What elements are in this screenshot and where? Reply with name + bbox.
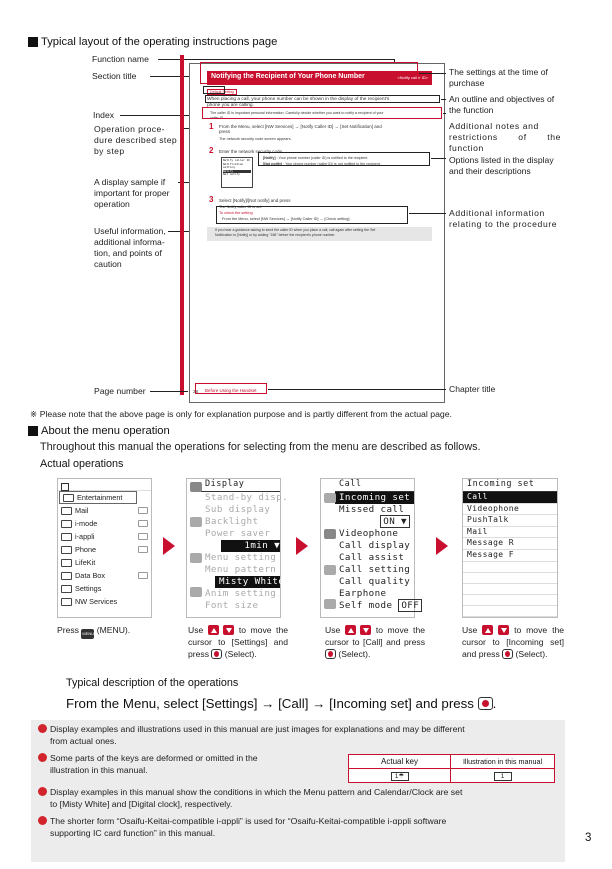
illustration-key-icon: 1 xyxy=(494,772,512,781)
table-header-illustration: Illustration in this manual xyxy=(451,755,555,769)
table-header-actual: Actual key xyxy=(349,755,451,769)
sample-default-tag: Default Setting xyxy=(207,89,237,95)
up-key-icon xyxy=(345,625,356,635)
typical-description-label: Typical description of the operations xyxy=(66,677,239,689)
screen4-item-call[interactable]: Call xyxy=(463,492,557,504)
callout-page-number: Page number xyxy=(94,386,146,396)
sample-check-head: To check the setting xyxy=(219,211,253,215)
screen2-item[interactable]: Power saver xyxy=(205,528,271,539)
sample-page-number: 28 xyxy=(193,389,199,394)
screen2-value-misty-white[interactable]: Misty White xyxy=(215,576,280,588)
menu-item-phone[interactable]: Phone xyxy=(58,543,151,556)
display-category-icon xyxy=(190,482,202,492)
screen4-item[interactable]: Videophone xyxy=(463,504,557,516)
screen4-item[interactable]: Message R xyxy=(463,538,557,550)
sample-option-not-notify: [Not notify] : Your phone number (caller ID) is not notified to the recipient. xyxy=(263,162,381,166)
callout-chapter-title: Chapter title xyxy=(449,384,496,394)
step-arrow-1 xyxy=(163,537,175,555)
screen3-item[interactable]: Call setting xyxy=(339,564,411,575)
leader-page-number xyxy=(150,391,188,392)
screen2-title: Display xyxy=(201,479,280,492)
screen4-item[interactable]: Mail xyxy=(463,527,557,539)
leader-additional-notes xyxy=(443,113,446,114)
sample-step1-sub: The network security code screen appears. xyxy=(219,137,292,141)
screen1-status-bar xyxy=(58,479,151,491)
table-cell-illustration xyxy=(451,769,555,783)
select-key-icon xyxy=(325,649,336,659)
callout-useful-info: Useful information, additional informa- tion, and points of caution xyxy=(94,226,166,269)
settings-icon xyxy=(61,585,72,593)
screen2-item[interactable]: Menu pattern xyxy=(205,564,277,575)
callout-section-title: Section title xyxy=(92,71,137,81)
sample-step3: Select [Notify]/[Not notify] and press xyxy=(219,198,291,203)
note-bullet-4: The shorter form “Osaifu-Keitai-compatible i-αppli” is used for “Osaifu-Keitai-compatible i-αppli software supporting IC card function” in this manual. xyxy=(38,815,558,839)
callout-function-name: Function name xyxy=(92,54,149,64)
sample-function-name: <Notify caller ID> xyxy=(397,75,428,80)
highlight-title-box xyxy=(200,62,418,84)
screen3-item[interactable]: Call display xyxy=(339,540,411,551)
callout-index: Index xyxy=(93,110,115,120)
phone-icon xyxy=(61,546,72,554)
menu-item-databox[interactable]: Data Box xyxy=(58,569,151,582)
highlight-caution-box xyxy=(202,107,442,119)
layout-section-heading xyxy=(28,36,277,48)
layout-heading-text: Typical layout of the operating instructions page xyxy=(41,36,278,48)
callout-operation-procedure: Operation proce- dure described step by step xyxy=(94,124,178,156)
actual-key-icon: 1☂ xyxy=(391,772,409,781)
sample-step2: Enter the network security code. xyxy=(219,149,284,154)
entertainment-icon xyxy=(63,494,74,502)
select-key-icon xyxy=(502,649,513,659)
screen3-item[interactable]: Videophone xyxy=(339,528,399,539)
highlight-outline-box xyxy=(205,95,440,103)
leader-chapter-title xyxy=(268,389,446,390)
operation-line: From the Menu, select [Settings] → [Call] → [Incoming set] and press . xyxy=(66,696,497,711)
sample-intro: When placing a call, your phone number can be shown in the display of the recipient's phone you are calling. xyxy=(207,97,390,108)
screen3-title: Call xyxy=(335,479,414,492)
leader-settings-purchase xyxy=(419,73,446,74)
screen2-item[interactable]: Sub display xyxy=(205,504,271,515)
highlight-chapter-box xyxy=(195,383,267,394)
menu-screen-main xyxy=(57,478,152,618)
callout-additional-notes: Additional notes and restrictions of the function xyxy=(449,121,561,153)
menu-item-lifekit[interactable]: LifeKit xyxy=(58,556,151,569)
key-illustration-table xyxy=(348,754,555,783)
sample-step1-num: 1 xyxy=(209,122,214,131)
callout-settings-purchase: The settings at the time of purchase xyxy=(449,67,548,88)
sample-caution: The caller ID is important personal information. Carefully decide whether you want to notify a recipient of your caller ID. xyxy=(210,111,384,120)
screen2-item[interactable]: Backlight xyxy=(205,516,259,527)
heading-square-icon xyxy=(28,426,38,436)
note-bullet-2: Some parts of the keys are deformed or omitted in the illustration in this manual. xyxy=(38,752,338,776)
menu-item-settings[interactable]: Settings xyxy=(58,582,151,595)
note-bullet-1: Display examples and illustrations used in this manual are just images for explanations and may be different from actual ones. xyxy=(38,723,558,747)
sample-display-screen: Notify caller ID Notification setting Notify Not notify xyxy=(221,157,253,188)
bullet-dot-icon xyxy=(38,753,47,762)
screen3-item-incoming-set[interactable]: Incoming set xyxy=(335,492,414,504)
sample-step3-num: 3 xyxy=(209,195,214,204)
callout-options-listed: Options listed in the display and their descriptions xyxy=(449,155,554,176)
lifekit-icon xyxy=(61,559,72,567)
note-bullet-3: Display examples in this manual show the conditions in which the Menu pattern and Calendar/Clock are set to [Misty White] and [Digital clock], respectively. xyxy=(38,786,558,810)
sample-chapter-title: Before Using the Handset xyxy=(205,388,257,393)
screen3-item[interactable]: Missed call xyxy=(339,504,405,515)
iappli-icon xyxy=(61,533,72,541)
sample-section-title: Notifying the Recipient of Your Phone Number <Notify caller ID> xyxy=(207,71,432,85)
select-key-icon xyxy=(478,697,493,710)
screen3-item[interactable]: Call quality xyxy=(339,576,411,587)
mail-icon xyxy=(61,507,72,515)
down-key-icon xyxy=(223,625,234,635)
select-key-icon xyxy=(211,649,222,659)
menu-heading-text: About the menu operation xyxy=(41,425,170,437)
databox-icon xyxy=(61,572,72,580)
sample-note-box: If you hear a guidance asking to send the caller ID when you place a call, call again after setting the Set Notification to [Notify] or by adding "186" before the recipient's phone number. xyxy=(207,227,432,241)
screen2-item[interactable]: Stand-by disp. xyxy=(205,492,289,503)
menu-screen-call xyxy=(320,478,420,618)
menu-item-imode[interactable]: i-mode xyxy=(58,517,151,530)
sample-option-notify: [Notify] : Your phone number (caller ID) is notified to the recipient. xyxy=(263,156,369,160)
actual-operations-label: Actual operations xyxy=(40,458,124,470)
screen2-value-1min[interactable]: 1min ▼ xyxy=(221,540,280,552)
step-arrow-3 xyxy=(436,537,448,555)
sample-check-text: From the Menu, select [NW Services] → [Notify Caller ID] → [Check setting]. xyxy=(222,217,351,221)
highlight-options-box xyxy=(258,152,430,166)
sample-step2-num: 2 xyxy=(209,146,214,155)
menu-section-heading xyxy=(28,425,170,437)
heading-square-icon xyxy=(28,37,38,47)
screen3-item[interactable]: Earphone xyxy=(339,588,387,599)
layout-footnote: ※ Please note that the above page is only for explanation purpose and is partly different from the actual page. xyxy=(30,409,452,419)
sample-step3-sub: The Notify caller ID is set. xyxy=(219,205,263,209)
screen4-item[interactable]: Message F xyxy=(463,550,557,562)
bullet-dot-icon xyxy=(38,787,47,796)
caption-step2: Use to move the cursor to [Settings] and press (Select). xyxy=(188,625,288,659)
screen4-item[interactable]: PushTalk xyxy=(463,515,557,527)
screen4-title: Incoming set xyxy=(463,479,557,492)
screen2-item[interactable]: Anim setting xyxy=(205,588,277,599)
callout-display-sample: A display sample if important for proper operation xyxy=(94,177,170,209)
menu-screen-incoming-set xyxy=(462,478,558,618)
page-number: 3 xyxy=(585,832,592,844)
menu-item-entertainment[interactable]: Entertainment xyxy=(59,491,137,504)
highlight-check-box xyxy=(216,206,408,224)
up-key-icon xyxy=(208,625,219,635)
menu-item-mail[interactable]: Mail xyxy=(58,504,151,517)
screen3-value-on[interactable]: ON ▼ xyxy=(335,516,414,528)
callout-outline: An outline and objectives of the function xyxy=(449,94,555,115)
menu-intro: Throughout this manual the operations for selecting from the menu are described as follows. xyxy=(40,441,481,453)
leader-options xyxy=(431,158,446,159)
screen3-item-self-mode[interactable]: Self mode OFF xyxy=(335,600,414,612)
red-vertical-bar xyxy=(180,55,184,395)
bullet-dot-icon xyxy=(38,816,47,825)
imode-icon xyxy=(61,520,72,528)
menu-screen-display xyxy=(186,478,289,618)
menu-item-iappli[interactable]: i-appli xyxy=(58,530,151,543)
caption-step4: Use to move the cursor to [Incoming set] and press (Select). xyxy=(462,625,565,659)
leader-outline xyxy=(441,99,446,100)
leader-function-name xyxy=(158,59,394,60)
highlight-tag-box xyxy=(203,86,225,94)
menu-item-nw-services[interactable]: NW Services xyxy=(58,595,151,608)
menu-key-icon: MENU xyxy=(81,629,94,639)
step-arrow-2 xyxy=(296,537,308,555)
sample-step1: From the Menu, select [NW Services] → [Notify Caller ID] → [Set Notification] and press xyxy=(219,124,382,135)
caption-step1: Press MENU (MENU). xyxy=(57,624,157,639)
caption-step3: Use to move the cursor to [Call] and press (Select). xyxy=(325,625,425,659)
screen2-item[interactable]: Font size xyxy=(205,600,259,611)
bullet-dot-icon xyxy=(38,724,47,733)
up-key-icon xyxy=(482,625,493,635)
down-key-icon xyxy=(360,625,371,635)
callout-additional-info: Additional information relating to the procedure xyxy=(449,208,558,229)
screen2-item[interactable]: Menu setting xyxy=(205,552,277,563)
nw-services-icon xyxy=(61,598,72,606)
table-cell-actual xyxy=(349,769,451,783)
screen3-item[interactable]: Call assist xyxy=(339,552,405,563)
down-key-icon xyxy=(498,625,509,635)
leader-additional-info xyxy=(409,213,446,214)
